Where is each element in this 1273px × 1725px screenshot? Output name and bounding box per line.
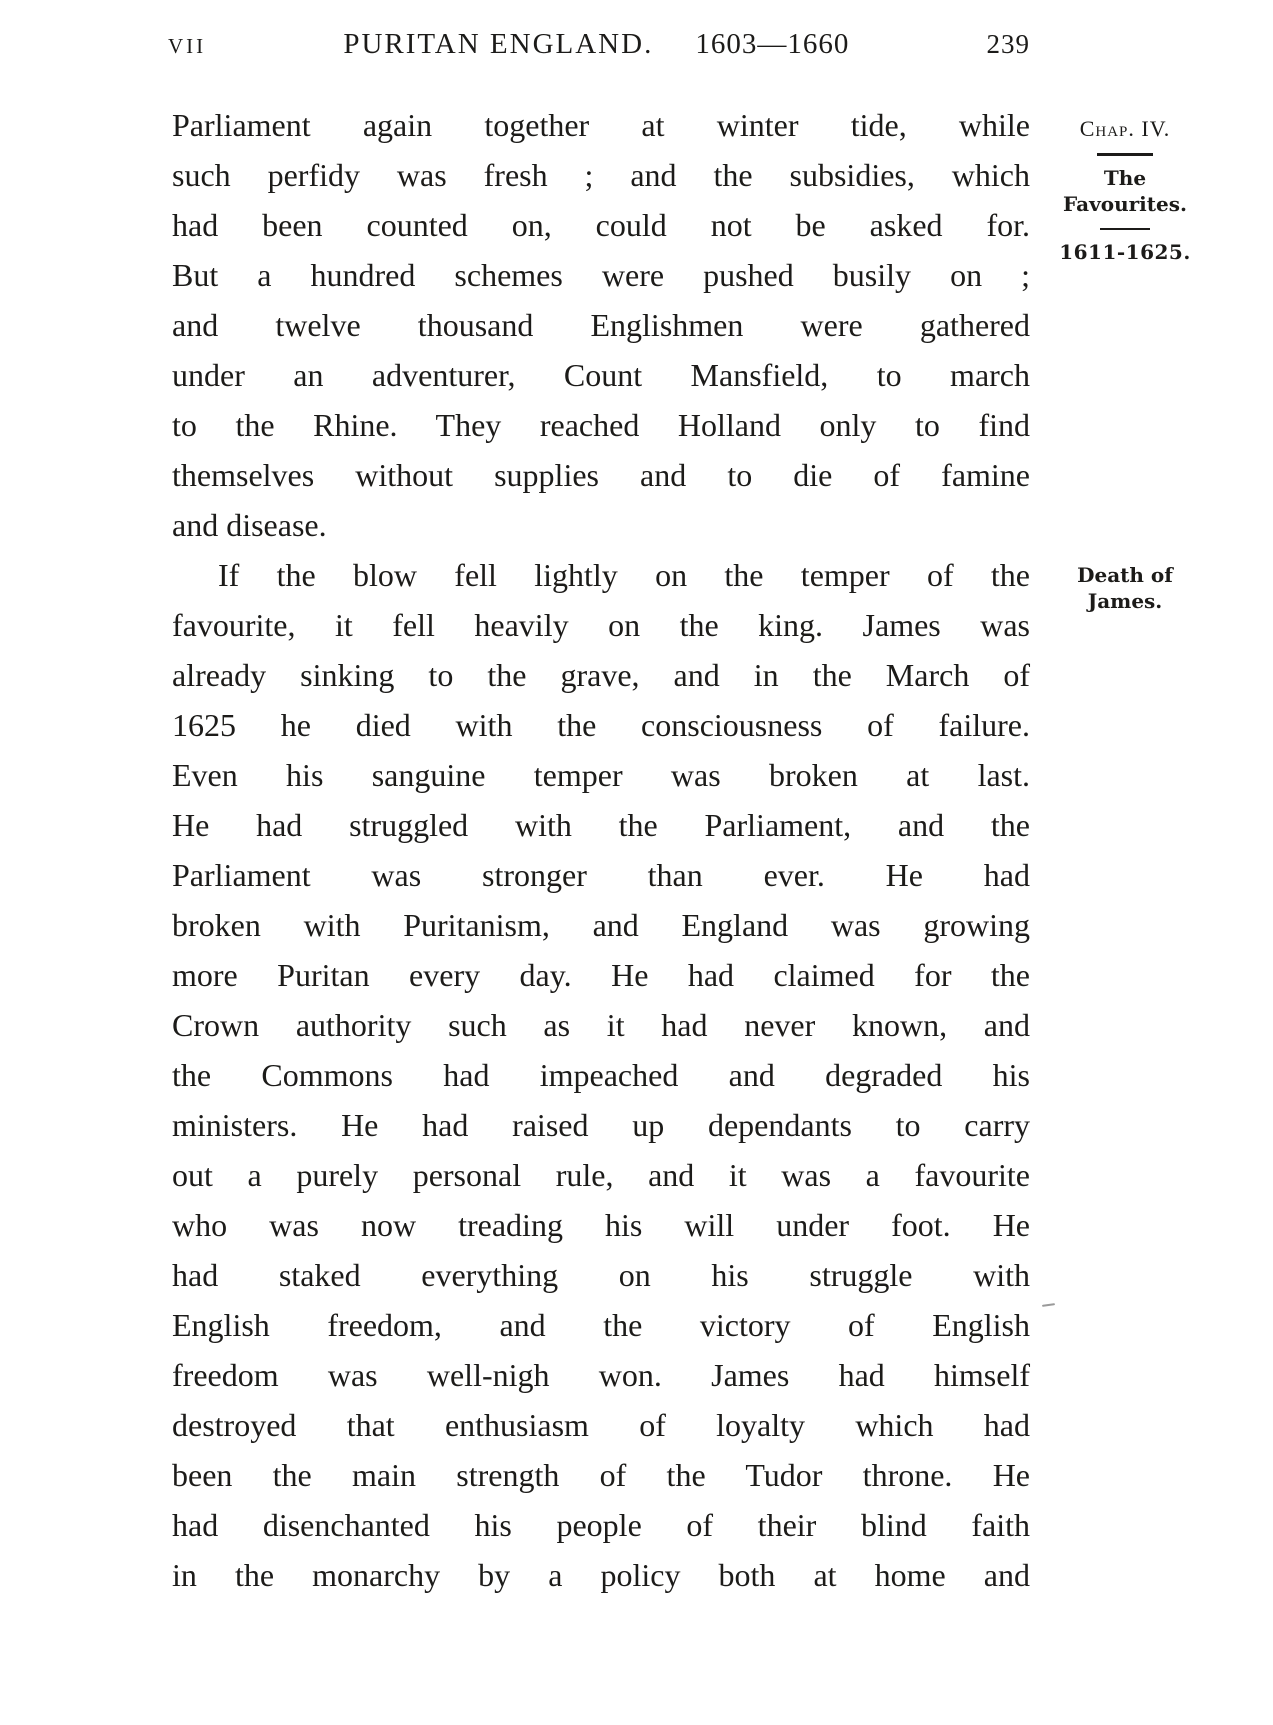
text-line: out a purely personal rule, and it was a favourite xyxy=(172,1157,1030,1193)
divider-rule-thick xyxy=(1097,153,1153,156)
running-date-range: 1603—1660 xyxy=(695,28,850,60)
margin-note-favourites-line1: The xyxy=(1103,166,1147,190)
text-line: Even his sanguine temper was broken at last. xyxy=(172,757,1030,793)
scan-artifact xyxy=(1042,1303,1055,1307)
text-line: But a hundred schemes were pushed busily on ; xyxy=(172,257,1030,293)
text-line: under an adventurer, Count Mansfield, to march xyxy=(172,357,1030,393)
text-line: freedom was well-nigh won. James had himself xyxy=(172,1357,1030,1393)
text-line: themselves without supplies and to die of famine xyxy=(172,457,1030,493)
divider-rule-thin xyxy=(1100,228,1150,230)
text-line: favourite, it fell heavily on the king. James was xyxy=(172,607,1030,643)
text-line: ministers. He had raised up dependants to carry xyxy=(172,1107,1030,1143)
margin-notes-top xyxy=(1043,116,1207,265)
body-text xyxy=(172,100,1030,1600)
running-title-group xyxy=(343,28,849,61)
text-line: and disease. xyxy=(172,507,327,543)
text-line: to the Rhine. They reached Holland only to find xyxy=(172,407,1030,443)
text-line: 1625 he died with the consciousness of failure. xyxy=(172,707,1030,743)
margin-note-death-line1: Death of xyxy=(1077,563,1173,587)
text-line: more Puritan every day. He had claimed for the xyxy=(172,957,1030,993)
text-line: already sinking to the grave, and in the March of xyxy=(172,657,1030,693)
text-line: who was now treading his will under foot. He xyxy=(172,1207,1030,1243)
text-line: the Commons had impeached and degraded his xyxy=(172,1057,1030,1093)
text-line: broken with Puritanism, and England was growing xyxy=(172,907,1030,943)
text-line: in the monarchy by a policy both at home and xyxy=(172,1557,1030,1593)
margin-note-death-line2: James. xyxy=(1087,589,1163,613)
running-header xyxy=(168,28,1030,61)
text-line: destroyed that enthusiasm of loyalty which had xyxy=(172,1407,1030,1443)
text-line: English freedom, and the victory of English xyxy=(172,1307,1030,1343)
margin-notes-death-of-james xyxy=(1043,562,1207,614)
text-line: Parliament again together at winter tide, while xyxy=(172,107,1030,143)
chapter-folio: VII xyxy=(168,34,207,58)
text-line: He had struggled with the Parliament, and the xyxy=(172,807,1030,843)
margin-note-chapter: Chap. IV. xyxy=(1079,116,1171,141)
text-line: such perfidy was fresh ; and the subsidies, which xyxy=(172,157,1030,193)
text-line: been the main strength of the Tudor throne. He xyxy=(172,1457,1030,1493)
text-line: had disenchanted his people of their blind faith xyxy=(172,1507,1030,1543)
margin-note-favourites-line2: Favourites. xyxy=(1063,192,1187,216)
text-line: Parliament was stronger than ever. He had xyxy=(172,857,1030,893)
text-line: had staked everything on his struggle with xyxy=(172,1257,1030,1293)
text-line: and twelve thousand Englishmen were gathered xyxy=(172,307,1030,343)
page-number: 239 xyxy=(986,29,1030,59)
text-line: If the blow fell lightly on the temper of the xyxy=(218,557,1030,593)
text-line: Crown authority such as it had never known, and xyxy=(172,1007,1030,1043)
margin-note-dates: 1611-1625. xyxy=(1059,240,1191,264)
running-title: PURITAN ENGLAND. xyxy=(343,28,654,60)
text-line: had been counted on, could not be asked for. xyxy=(172,207,1030,243)
